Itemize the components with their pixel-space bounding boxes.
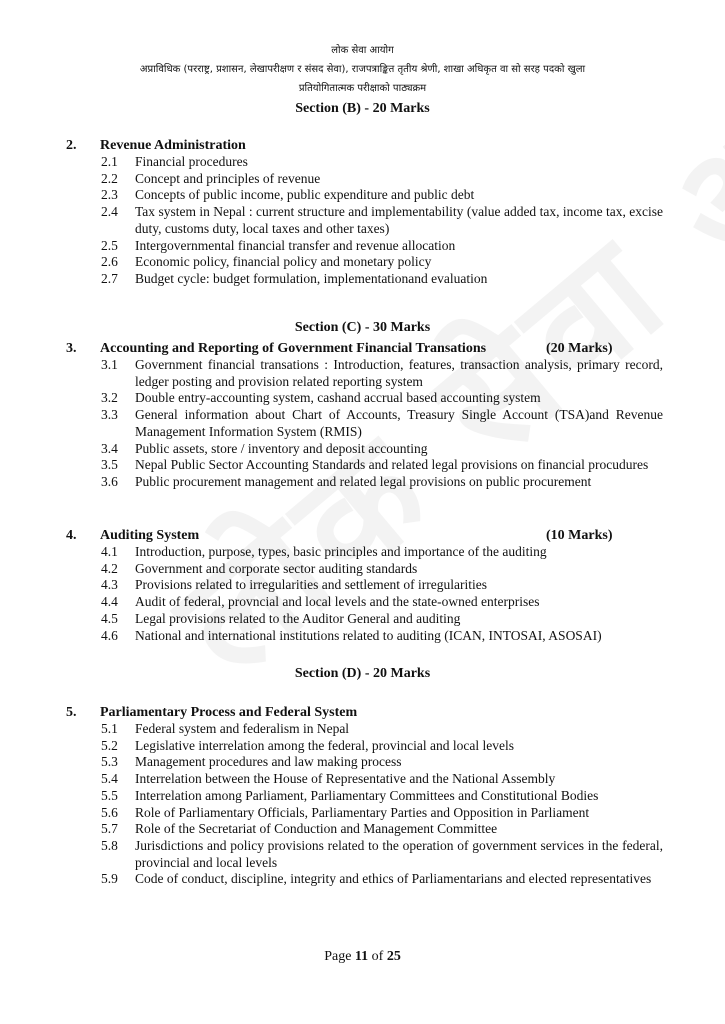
item-text: Management procedures and law making process (135, 754, 402, 770)
header-org-name: लोक सेवा आयोग (331, 45, 394, 56)
item-text: Provisions related to irregularities and settlement of irregularities (135, 577, 488, 593)
item-number: 4.3 (101, 577, 118, 593)
list-item (0, 187, 725, 204)
item-text: Economic policy, financial policy and monetary policy (135, 254, 432, 270)
item-text: General information about Chart of Accounts, Treasury Single Account (TSA)and Revenue Management Information System (RMIS) (135, 407, 663, 439)
item-number: 3.6 (101, 473, 118, 489)
item-number: 2.7 (101, 270, 118, 286)
topic-number: 2. (66, 138, 77, 153)
item-number: 4.2 (101, 560, 118, 576)
list-item (0, 474, 725, 491)
footer-of-label: of (371, 949, 384, 964)
topic-3-items (0, 357, 725, 491)
item-text: Audit of federal, provncial and local levels and the state-owned enterprises (135, 594, 540, 610)
list-item (0, 561, 725, 578)
list-item (0, 357, 725, 390)
item-number: 2.2 (101, 170, 118, 186)
topic-marks: (20 Marks) (546, 341, 613, 356)
topic-5 (0, 704, 725, 888)
topic-4-heading (0, 527, 725, 544)
item-text: Interrelation among Parliament, Parliamentary Committees and Constitutional Bodies (135, 787, 599, 803)
list-item (0, 238, 725, 255)
list-item (0, 271, 725, 288)
item-number: 3.3 (101, 407, 118, 423)
item-number: 2.4 (101, 204, 118, 220)
item-number: 5.1 (101, 721, 118, 736)
list-item (0, 594, 725, 611)
item-number: 5.8 (101, 837, 118, 853)
topic-title: Parliamentary Process and Federal System (100, 705, 358, 720)
list-item (0, 407, 725, 440)
section-c-heading: Section (C) - 30 Marks (294, 320, 431, 335)
list-item (0, 577, 725, 594)
footer-total-pages: 25 (386, 949, 401, 964)
item-text: Government financial transations : Introduction, features, transaction analysis, primary record, ledger posting and provision related reporting system (135, 357, 663, 389)
topic-number: 4. (66, 528, 77, 543)
topic-4-items (0, 544, 725, 644)
item-number: 5.2 (101, 737, 118, 753)
topic-4 (0, 527, 725, 644)
list-item (0, 544, 725, 561)
item-text: Tax system in Nepal : current structure and implementability (value added tax, income tax, excise duty, customs duty, local taxes and other taxes) (135, 204, 663, 236)
list-item (0, 154, 725, 171)
item-text: Role of Parliamentary Officials, Parliamentary Parties and Opposition in Parliament (135, 804, 590, 820)
item-number: 5.9 (101, 871, 118, 887)
list-item (0, 441, 725, 458)
item-text: Financial procedures (135, 154, 248, 169)
item-text: Federal system and federalism in Nepal (135, 721, 350, 736)
item-number: 4.4 (101, 594, 118, 610)
item-text: National and international institutions related to auditing (ICAN, INTOSAI, ASOSAI) (135, 627, 602, 643)
item-number: 3.4 (101, 440, 118, 456)
item-number: 3.1 (101, 357, 118, 372)
item-text: Budget cycle: budget formulation, implementationand evaluation (135, 270, 488, 286)
item-text: Legal provisions related to the Auditor General and auditing (135, 610, 461, 626)
item-number: 5.5 (101, 787, 118, 803)
list-item (0, 204, 725, 237)
topic-marks: (10 Marks) (546, 528, 613, 543)
list-item (0, 838, 725, 871)
item-number: 2.3 (101, 187, 118, 203)
topic-2-heading (0, 137, 725, 154)
list-item (0, 254, 725, 271)
item-number: 2.1 (101, 154, 118, 169)
list-item (0, 754, 725, 771)
item-text: Concepts of public income, public expenditure and public debt (135, 187, 475, 203)
item-text: Nepal Public Sector Accounting Standards and related legal provisions on financial procudures (135, 457, 649, 473)
item-text: Intergovernmental financial transfer and revenue allocation (135, 237, 456, 253)
list-item (0, 821, 725, 838)
item-number: 5.3 (101, 754, 118, 770)
item-number: 5.4 (101, 771, 118, 787)
topic-2-items (0, 154, 725, 288)
header-exam-description: अप्राविधिक (परराष्ट्र, प्रशासन, लेखापरीक्षण र संसद सेवा), राजपत्राङ्कित तृतीय श्रेणी, शाखा अधिकृत वा सो सरह पदको खुला (139, 64, 586, 75)
item-number: 4.1 (101, 544, 118, 559)
header-syllabus-title: प्रतियोगितात्मक परीक्षाको पाठ्यक्रम (298, 83, 427, 94)
list-item (0, 738, 725, 755)
topic-title: Revenue Administration (100, 138, 246, 153)
item-text: Interrelation between the House of Representative and the National Assembly (135, 771, 556, 787)
item-number: 4.5 (101, 610, 118, 626)
footer-page-label: Page (324, 949, 352, 964)
topic-number: 3. (66, 341, 77, 356)
item-number: 4.6 (101, 627, 118, 643)
list-item (0, 390, 725, 407)
item-number: 3.2 (101, 390, 118, 406)
item-text: Government and corporate sector auditing standards (135, 560, 418, 576)
item-text: Legislative interrelation among the federal, provincial and local levels (135, 737, 514, 753)
topic-5-heading (0, 704, 725, 721)
list-item (0, 871, 725, 888)
list-item (0, 628, 725, 645)
list-item (0, 721, 725, 738)
item-number: 5.7 (101, 821, 118, 837)
item-text: Concept and principles of revenue (135, 170, 321, 186)
item-text: Introduction, purpose, types, basic principles and importance of the auditing (135, 544, 547, 559)
topic-title: Auditing System (100, 528, 200, 543)
item-number: 5.6 (101, 804, 118, 820)
topic-2 (0, 137, 725, 288)
page-footer (0, 949, 725, 965)
topic-3-heading (0, 340, 725, 357)
list-item (0, 771, 725, 788)
item-text: Role of the Secretariat of Conduction and Management Committee (135, 821, 498, 837)
item-text: Code of conduct, discipline, integrity and ethics of Parliamentarians and elected representatives (135, 871, 652, 887)
item-number: 3.5 (101, 457, 118, 473)
topic-5-items (0, 721, 725, 888)
list-item (0, 805, 725, 822)
item-number: 2.5 (101, 237, 118, 253)
item-text: Public procurement management and related legal provisions on public procurement (135, 473, 592, 489)
list-item (0, 788, 725, 805)
list-item (0, 171, 725, 188)
topic-3 (0, 340, 725, 491)
topic-title: Accounting and Reporting of Government Financial Transations (100, 341, 487, 356)
footer-current-page: 11 (354, 949, 369, 964)
section-b-heading: Section (B) - 20 Marks (295, 101, 430, 116)
item-text: Public assets, store / inventory and deposit accounting (135, 440, 428, 456)
item-number: 2.6 (101, 254, 118, 270)
list-item (0, 457, 725, 474)
topic-number: 5. (66, 705, 77, 720)
list-item (0, 611, 725, 628)
item-text: Jurisdictions and policy provisions related to the operation of government services in the federal, provincial and local levels (135, 837, 663, 870)
item-text: Double entry-accounting system, cashand accrual based accounting system (135, 390, 541, 406)
section-d-heading: Section (D) - 20 Marks (294, 666, 431, 681)
